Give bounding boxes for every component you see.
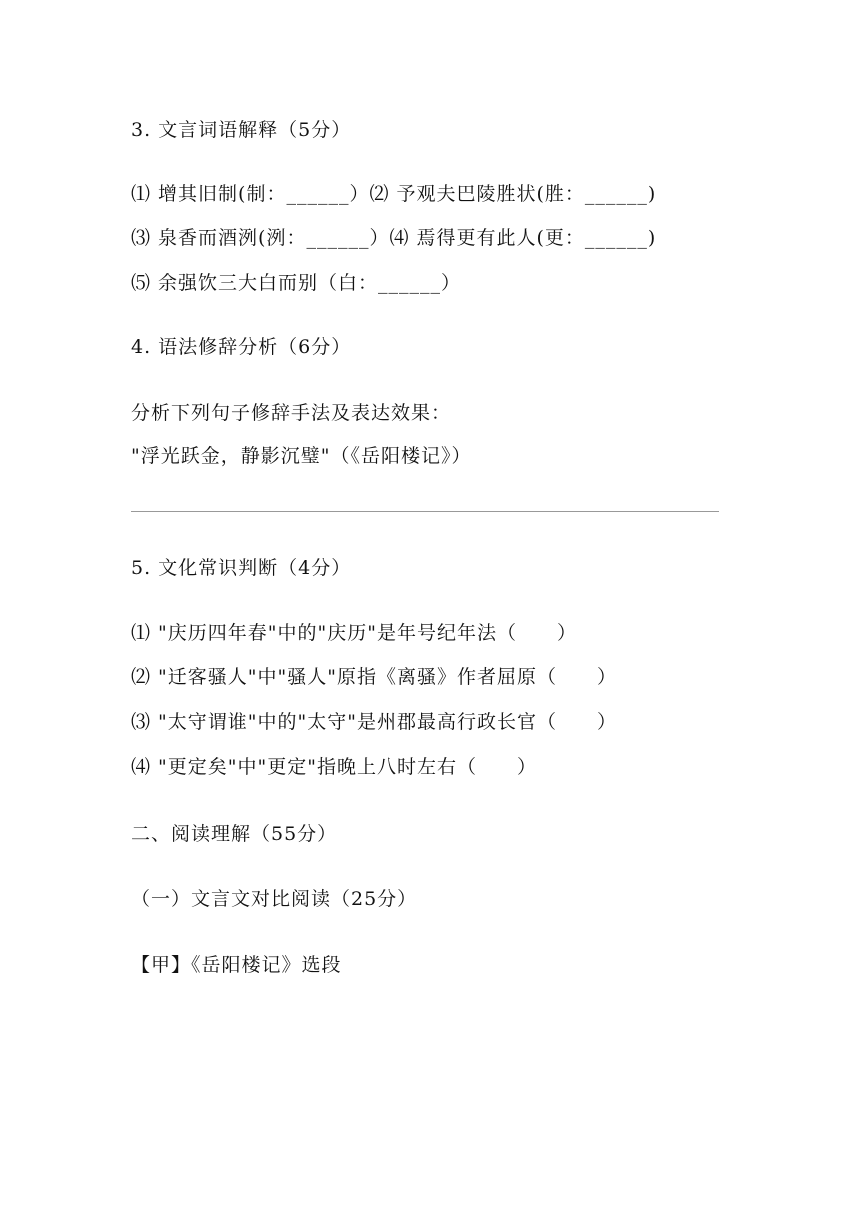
passage-title: 【甲】《岳阳楼记》选段 — [131, 954, 342, 976]
q4-heading: 4. 语法修辞分析（6分） — [131, 336, 352, 358]
q4-quote: "浮光跃金，静影沉璧"（《岳阳楼记》） — [131, 445, 472, 467]
q3-item-line-3: ⑸ 余强饮三大白而别（白：______） — [131, 272, 462, 294]
q5-item-2: ⑵ "迁客骚人"中"骚人"原指《离骚》作者屈原（ ） — [131, 666, 617, 688]
section2-heading: 二、阅读理解（55分） — [131, 823, 338, 845]
q3-item-line-2: ⑶ 泉香而酒洌(洌：______）⑷ 焉得更有此人(更：______) — [131, 227, 657, 249]
answer-line — [131, 511, 719, 512]
q3-heading: 3. 文言词语解释（5分） — [131, 119, 352, 141]
q5-heading: 5. 文化常识判断（4分） — [131, 557, 352, 579]
section2-subheading: （一）文言文对比阅读（25分） — [131, 888, 418, 910]
q3-item-line-1: ⑴ 增其旧制(制：______）⑵ 予观夫巴陵胜状(胜：______) — [131, 183, 657, 205]
q5-item-1: ⑴ "庆历四年春"中的"庆历"是年号纪年法（ ） — [131, 622, 577, 644]
q5-item-4: ⑷ "更定矣"中"更定"指晚上八时左右（ ） — [131, 756, 537, 778]
q5-item-3: ⑶ "太守谓谁"中的"太守"是州郡最高行政长官（ ） — [131, 711, 617, 733]
q4-prompt: 分析下列句子修辞手法及表达效果： — [131, 402, 452, 424]
